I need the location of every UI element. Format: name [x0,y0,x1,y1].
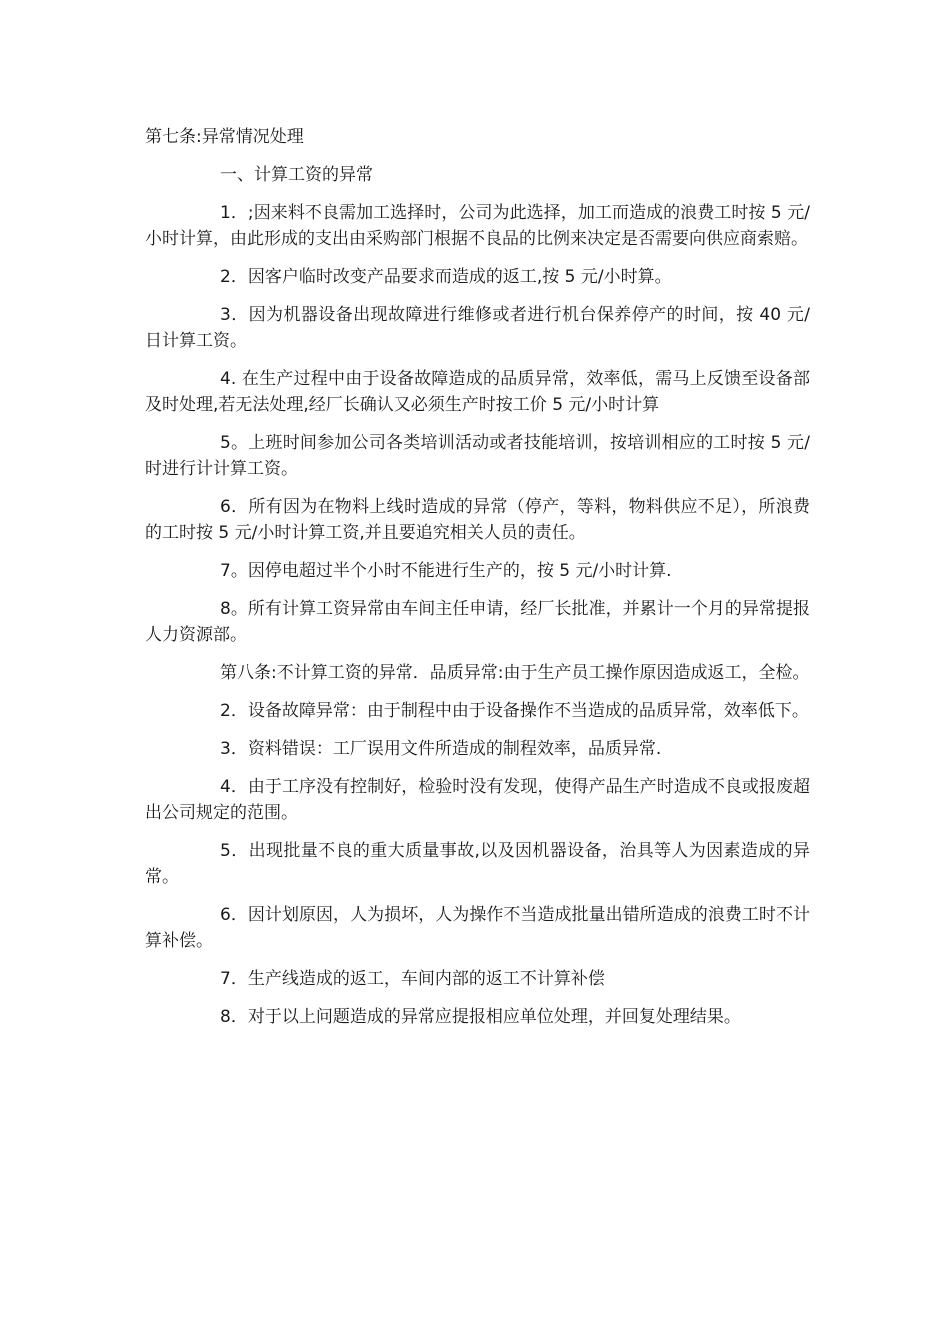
article-8-item-5: 5．出现批量不良的重大质量事故,以及因机器设备，治具等人为因素造成的异常。 [145,841,810,887]
article-8-item-3: 3．资料错误：工厂误用文件所造成的制程效率，品质异常. [220,739,662,759]
section-1-title: 一、计算工资的异常 [220,165,373,185]
article-7-item-6: 6．所有因为在物料上线时造成的异常（停产，等料，物料供应不足），所浪费的工时按 5 元/小时计算工资,并且要追究相关人员的责任。 [145,497,810,543]
article-7-title: 第七条:异常情况处理 [145,127,304,147]
article-8-item-6: 6．因计划原因，人为损坏，人为操作不当造成批量出错所造成的浪费工时不计算补偿。 [145,905,810,951]
article-7-item-5: 5。上班时间参加公司各类培训活动或者技能培训，按培训相应的工时按 5 元/时进行计计算工资。 [145,433,810,479]
article-7-item-2: 2．因客户临时改变产品要求而造成的返工,按 5 元/小时算。 [220,267,672,287]
document-body [145,124,810,1042]
article-7-item-4: 4. 在生产过程中由于设备故障造成的品质异常，效率低，需马上反馈至设备部及时处理,若无法处理,经厂长确认又必须生产时按工价 5 元/小时计算 [145,369,810,415]
article-7-item-7: 7。因停电超过半个小时不能进行生产的，按 5 元/小时计算. [220,561,672,581]
article-7-item-8: 8。所有计算工资异常由车间主任申请，经厂长批准，并累计一个月的异常提报人力资源部。 [145,599,810,645]
article-7-item-1: 1．;因来料不良需加工选择时，公司为此选择，加工而造成的浪费工时按 5 元/小时计算，由此形成的支出由采购部门根据不良品的比例来决定是否需要向供应商索赔。 [145,203,810,249]
article-8-item-2: 2．设备故障异常：由于制程中由于设备操作不当造成的品质异常，效率低下。 [220,701,809,721]
article-7-item-3: 3．因为机器设备出现故障进行维修或者进行机台保养停产的时间，按 40 元/日计算工资。 [145,305,810,351]
article-8-intro: 第八条:不计算工资的异常．品质异常:由于生产员工操作原因造成返工，全检。 [220,663,810,683]
article-8-item-4: 4．由于工序没有控制好，检验时没有发现，使得产品生产时造成不良或报废超出公司规定的范围。 [145,777,810,823]
article-8-item-8: 8．对于以上问题造成的异常应提报相应单位处理，并回复处理结果。 [220,1007,741,1027]
article-8-item-7: 7．生产线造成的返工，车间内部的返工不计算补偿 [220,969,605,989]
